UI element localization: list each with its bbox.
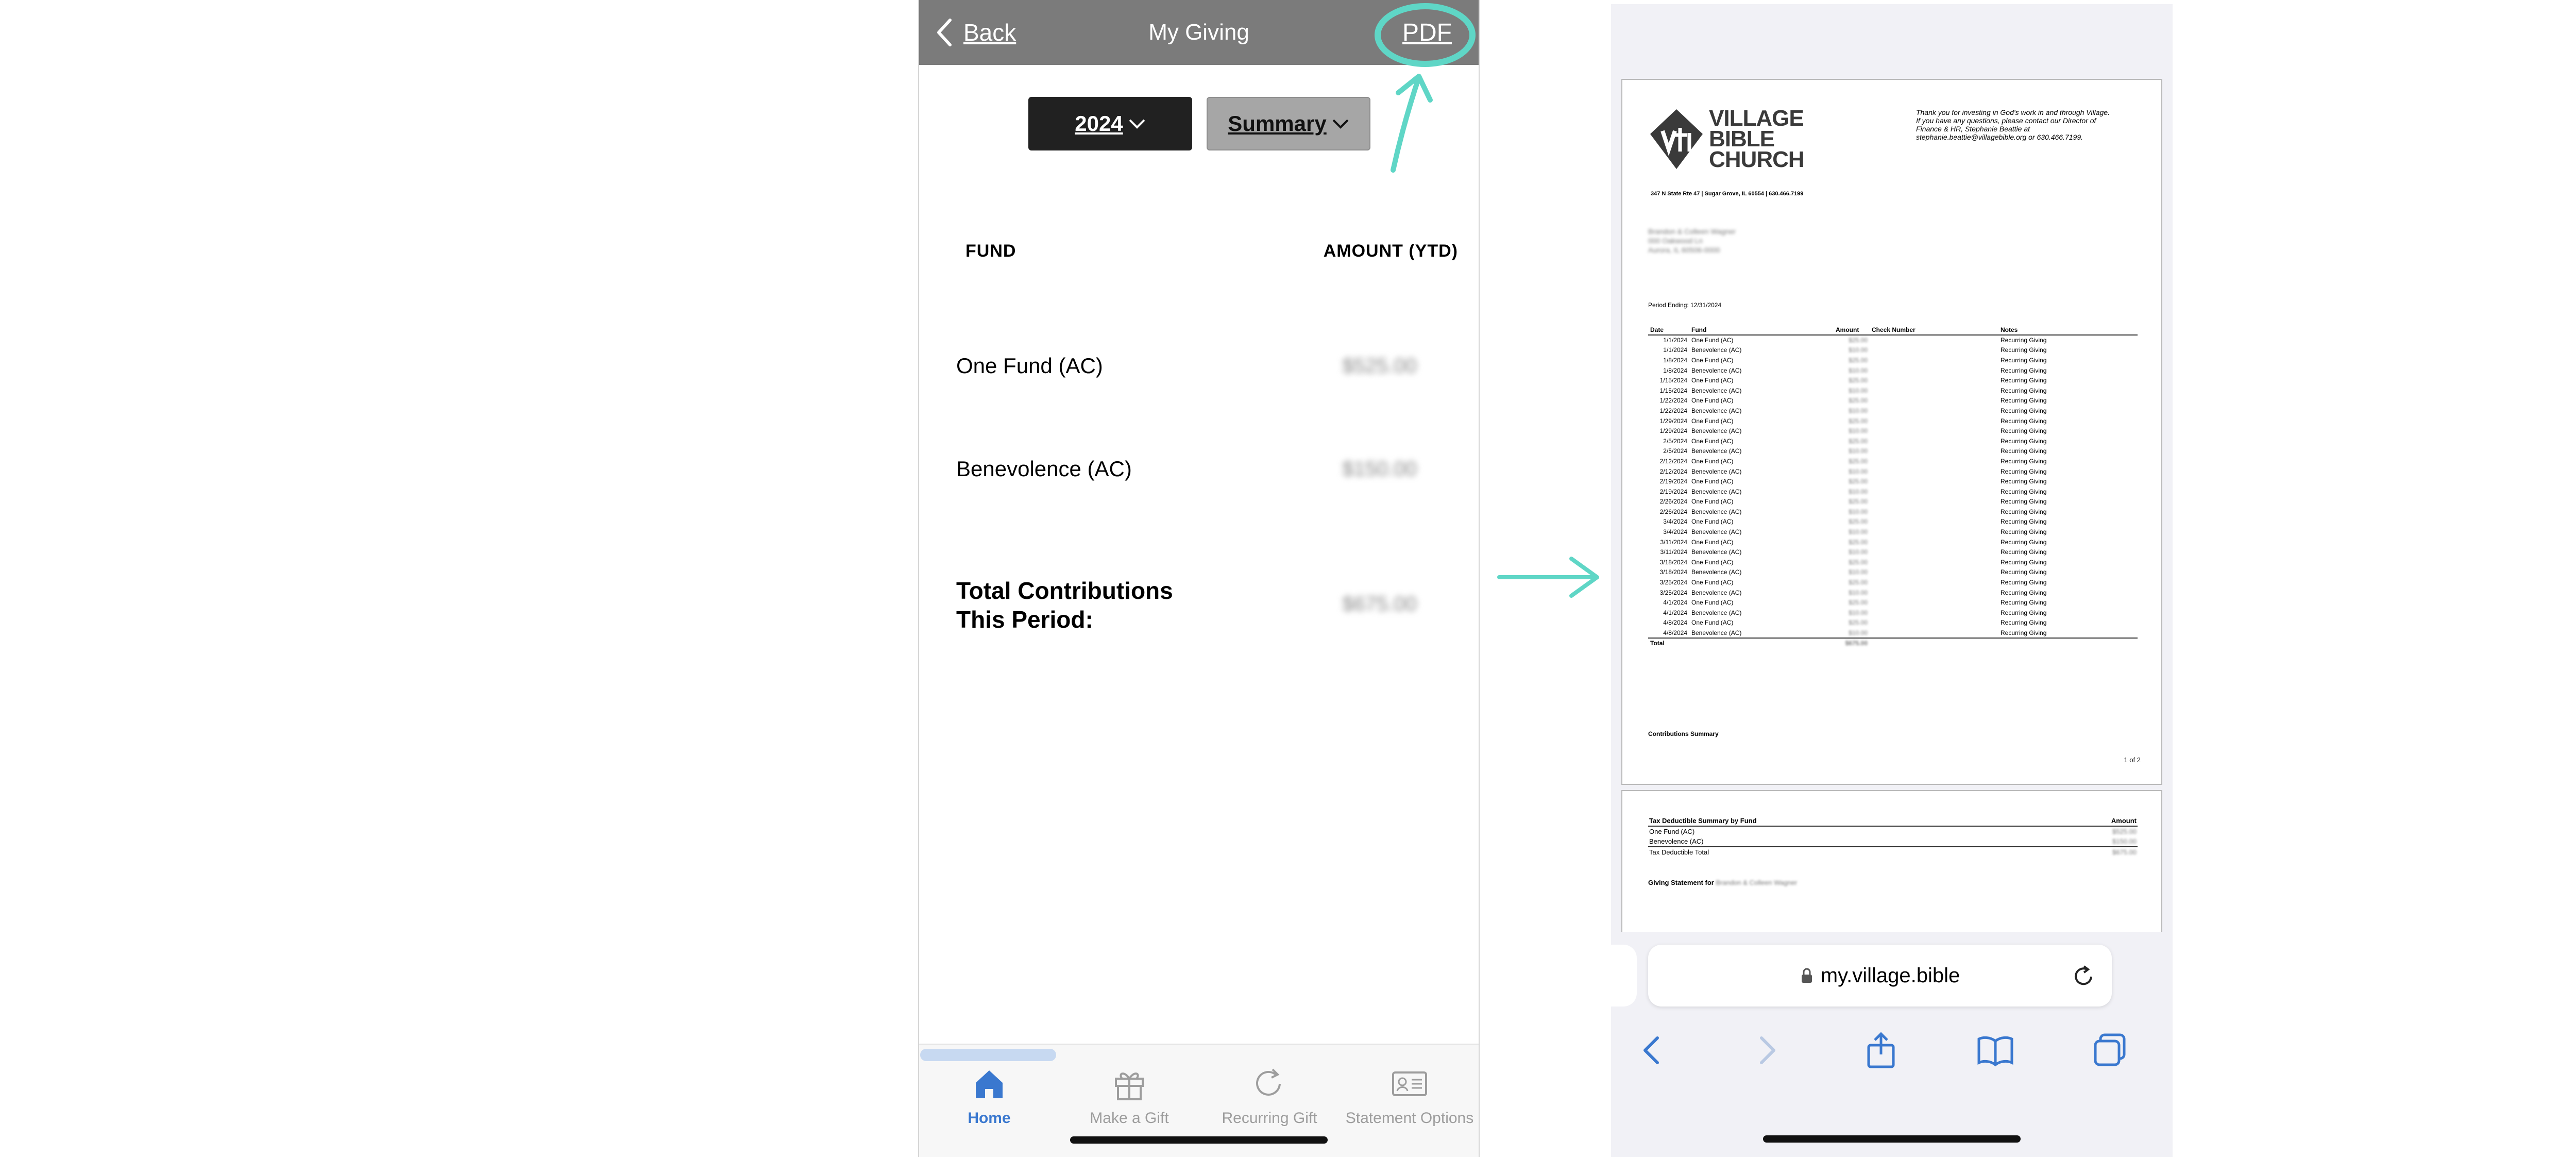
giving-app-screen	[918, 0, 1480, 1157]
tx-date: 4/1/2024	[1663, 609, 1687, 616]
tax-amount: $675.00	[2040, 847, 2138, 857]
church-name-line: VILLAGE	[1709, 106, 1804, 131]
tx-date: 3/11/2024	[1660, 548, 1687, 556]
table-row	[1648, 497, 2138, 507]
tx-check	[1870, 547, 1998, 557]
tx-check	[1870, 436, 1998, 446]
church-logo-icon	[1648, 108, 1705, 170]
recipient-line: Brandon & Colleen Wagner	[1648, 227, 1736, 236]
tx-amount: $10.00	[1849, 548, 1868, 556]
tx-amount: $25.00	[1849, 457, 1868, 465]
tax-fund: Tax Deductible Total	[1648, 847, 2040, 857]
tx-amount: $25.00	[1849, 619, 1868, 627]
home-indicator[interactable]	[1070, 1136, 1328, 1144]
tx-date: 2/12/2024	[1659, 457, 1687, 465]
browser-pdf-screen	[1611, 4, 2173, 1157]
table-row	[1648, 396, 2138, 406]
tx-amount: $25.00	[1849, 397, 1868, 405]
house-icon	[969, 1063, 1010, 1104]
tx-amount: $10.00	[1849, 387, 1868, 394]
tx-total-label: Total	[1648, 638, 1689, 648]
fund-amount: $150.00	[1342, 458, 1417, 480]
tx-fund: Benevolence (AC)	[1691, 488, 1742, 495]
table-row	[1648, 507, 2138, 517]
refresh-icon	[1249, 1063, 1290, 1104]
tx-notes: Recurring Giving	[2001, 518, 2047, 526]
tx-date: 1/22/2024	[1659, 397, 1687, 405]
tx-notes: Recurring Giving	[2001, 457, 2047, 465]
tx-fund: One Fund (AC)	[1691, 337, 1734, 344]
view-dropdown[interactable]	[1207, 97, 1370, 150]
reload-icon[interactable]	[2071, 963, 2096, 989]
table-row	[1648, 628, 2138, 638]
tx-date: 3/25/2024	[1659, 589, 1687, 596]
tx-fund: One Fund (AC)	[1691, 478, 1734, 485]
pdf-button[interactable]: PDF	[1402, 19, 1452, 46]
table-row	[1648, 618, 2138, 628]
tx-date: 1/22/2024	[1659, 407, 1687, 414]
tx-amount: $10.00	[1849, 407, 1868, 414]
tx-amount: $25.00	[1849, 558, 1868, 566]
chevron-down-icon	[1128, 119, 1146, 129]
tabs-icon[interactable]	[2089, 1030, 2130, 1071]
tx-amount: $10.00	[1849, 609, 1868, 616]
tx-notes: Recurring Giving	[2001, 467, 2047, 475]
table-row	[1648, 527, 2138, 537]
tx-fund: Benevolence (AC)	[1691, 528, 1742, 536]
tx-check	[1870, 537, 1998, 547]
tx-fund: One Fund (AC)	[1691, 457, 1734, 465]
column-header: Check Number	[1870, 326, 1998, 335]
tx-date: 1/8/2024	[1663, 356, 1687, 364]
gift-icon	[1109, 1063, 1150, 1104]
tx-amount: $25.00	[1849, 356, 1868, 364]
tx-notes: Recurring Giving	[2001, 568, 2047, 576]
table-row	[1648, 826, 2138, 836]
tx-check	[1870, 426, 1998, 436]
tx-date: 3/4/2024	[1663, 528, 1687, 536]
tx-date: 1/15/2024	[1659, 377, 1687, 384]
amount-column-header: AMOUNT (YTD)	[1323, 241, 1458, 261]
recipient-line: Aurora, IL 60506-0000	[1648, 246, 1720, 254]
pdf-page-1	[1621, 79, 2162, 785]
tx-date: 2/19/2024	[1659, 478, 1687, 485]
nav-bar	[919, 0, 1479, 65]
tx-check	[1870, 446, 1998, 457]
table-row	[1648, 517, 2138, 527]
tx-notes: Recurring Giving	[2001, 528, 2047, 536]
page-title: My Giving	[1148, 20, 1249, 45]
tx-check	[1870, 385, 1998, 396]
tx-fund: One Fund (AC)	[1691, 437, 1734, 445]
tx-date: 1/8/2024	[1663, 366, 1687, 374]
tx-amount: $25.00	[1849, 579, 1868, 586]
table-row	[1648, 365, 2138, 376]
tx-amount: $25.00	[1849, 417, 1868, 425]
tx-date: 1/1/2024	[1663, 337, 1687, 344]
tx-notes: Recurring Giving	[2001, 366, 2047, 374]
tx-date: 3/25/2024	[1659, 579, 1687, 586]
table-row	[1648, 385, 2138, 396]
thanks-note: Thank you for investing in God's work in and through Village. If you have any questions, please contact our Director of Finance & HR, Stephanie Beattie at stephanie.beattie@villagebible.org or 630.466.7199.	[1916, 108, 2110, 141]
tx-notes: Recurring Giving	[2001, 629, 2047, 636]
table-row	[1648, 446, 2138, 457]
tx-date: 2/5/2024	[1663, 447, 1687, 455]
tx-fund: One Fund (AC)	[1691, 498, 1734, 506]
tx-date: 4/1/2024	[1663, 599, 1687, 607]
tx-check	[1870, 577, 1998, 588]
tax-fund: One Fund (AC)	[1649, 828, 1695, 835]
table-row	[1648, 836, 2138, 847]
transactions-table	[1648, 326, 2138, 648]
church-address: 347 N State Rte 47 | Sugar Grove, IL 60554 | 630.466.7199	[1651, 191, 1804, 197]
tx-date: 1/1/2024	[1663, 346, 1687, 354]
column-header: Date	[1648, 326, 1689, 335]
tx-amount: $10.00	[1849, 447, 1868, 455]
tx-fund: One Fund (AC)	[1691, 579, 1734, 586]
tx-amount: $10.00	[1849, 346, 1868, 354]
table-row	[1648, 335, 2138, 345]
tx-check	[1870, 466, 1998, 477]
transition-arrow-icon	[1494, 551, 1607, 603]
recipient-line: 000 Oakwood Ln	[1648, 237, 1703, 245]
tab-label: Make a Gift	[1090, 1110, 1169, 1127]
tx-fund: Benevolence (AC)	[1691, 346, 1742, 354]
table-row	[1648, 466, 2138, 477]
tx-fund: Benevolence (AC)	[1691, 387, 1742, 394]
tx-notes: Recurring Giving	[2001, 478, 2047, 485]
table-row	[1648, 638, 2138, 648]
tx-date: 4/8/2024	[1663, 629, 1687, 636]
tx-amount: $10.00	[1849, 366, 1868, 374]
tx-fund: One Fund (AC)	[1691, 417, 1734, 425]
fund-amount: $525.00	[1342, 355, 1417, 377]
table-row	[1648, 847, 2138, 857]
tab-home[interactable]	[919, 1063, 1059, 1127]
tx-fund: Benevolence (AC)	[1691, 609, 1742, 616]
table-row	[1648, 426, 2138, 436]
tx-amount: $10.00	[1849, 467, 1868, 475]
tx-fund: Benevolence (AC)	[1691, 629, 1742, 636]
active-tab-indicator	[920, 1049, 1056, 1061]
tx-date: 2/26/2024	[1659, 498, 1687, 506]
tab-make-a-gift[interactable]	[1059, 1063, 1199, 1127]
tx-date: 2/5/2024	[1663, 437, 1687, 445]
total-label-line: This Period:	[956, 606, 1093, 633]
tx-date: 2/12/2024	[1659, 467, 1687, 475]
tx-check	[1870, 416, 1998, 426]
table-row	[1648, 436, 2138, 446]
tx-date: 4/8/2024	[1663, 619, 1687, 627]
address-bar[interactable]	[1648, 945, 2112, 1007]
tx-fund: Benevolence (AC)	[1691, 548, 1742, 556]
tx-check	[1870, 567, 1998, 578]
page-number: 1 of 2	[2124, 756, 2141, 764]
home-indicator[interactable]	[1763, 1135, 2021, 1143]
tx-amount: $25.00	[1849, 538, 1868, 546]
total-label-line: Total Contributions	[956, 577, 1173, 604]
chevron-down-icon	[1332, 119, 1349, 129]
fund-name: Benevolence (AC)	[956, 457, 1132, 481]
forward-arrow-icon[interactable]	[1746, 1030, 1787, 1071]
tx-amount: $10.00	[1849, 508, 1868, 515]
tx-notes: Recurring Giving	[2001, 498, 2047, 506]
table-row	[1648, 597, 2138, 608]
fund-column-header: FUND	[965, 241, 1016, 261]
tab-recurring-gift[interactable]	[1199, 1063, 1340, 1127]
lock-icon	[1800, 967, 1814, 984]
tx-notes: Recurring Giving	[2001, 437, 2047, 445]
tx-check	[1870, 355, 1998, 365]
annotation-arrow-icon	[1383, 67, 1439, 175]
tx-check	[1870, 476, 1998, 487]
tx-amount: $25.00	[1849, 377, 1868, 384]
tx-notes: Recurring Giving	[2001, 548, 2047, 556]
tx-check	[1870, 597, 1998, 608]
tx-fund: Benevolence (AC)	[1691, 508, 1742, 515]
tab-statement-options[interactable]	[1340, 1063, 1480, 1127]
tx-check	[1870, 628, 1998, 638]
tx-check	[1870, 497, 1998, 507]
table-row	[1648, 537, 2138, 547]
previous-tab-preview[interactable]	[1611, 945, 1637, 1007]
tx-notes: Recurring Giving	[2001, 377, 2047, 384]
tx-date: 2/19/2024	[1659, 488, 1687, 495]
total-label	[956, 576, 1173, 634]
table-row	[1648, 557, 2138, 567]
tax-amount: $525.00	[2112, 828, 2137, 835]
tx-amount: $25.00	[1849, 498, 1868, 506]
tx-notes: Recurring Giving	[2001, 346, 2047, 354]
tx-fund: One Fund (AC)	[1691, 538, 1734, 546]
tx-notes: Recurring Giving	[2001, 538, 2047, 546]
tx-amount: $25.00	[1849, 437, 1868, 445]
tx-fund: Benevolence (AC)	[1691, 589, 1742, 596]
tx-date: 1/29/2024	[1659, 417, 1687, 425]
year-dropdown[interactable]	[1028, 97, 1192, 150]
table-row	[1648, 355, 2138, 365]
tx-check	[1870, 557, 1998, 567]
tx-notes: Recurring Giving	[2001, 599, 2047, 607]
column-header: Tax Deductible Summary by Fund	[1648, 816, 2040, 826]
tx-amount: $25.00	[1849, 478, 1868, 485]
tx-notes: Recurring Giving	[2001, 407, 2047, 414]
tx-check	[1870, 618, 1998, 628]
table-row	[1648, 588, 2138, 598]
table-row	[1648, 375, 2138, 385]
tx-amount: $10.00	[1849, 427, 1868, 435]
tx-date: 3/18/2024	[1659, 558, 1687, 566]
tx-amount: $10.00	[1849, 568, 1868, 576]
tx-check	[1870, 507, 1998, 517]
tax-fund: Benevolence (AC)	[1649, 837, 1704, 845]
period-ending: Period Ending: 12/31/2024	[1648, 301, 1722, 309]
table-row	[1648, 406, 2138, 416]
tx-fund: One Fund (AC)	[1691, 599, 1734, 607]
year-dropdown-label: 2024	[1075, 111, 1123, 136]
view-dropdown-label: Summary	[1228, 111, 1327, 136]
table-row	[1648, 577, 2138, 588]
tx-fund: Benevolence (AC)	[1691, 467, 1742, 475]
tx-total-amount: $675.00	[1834, 638, 1870, 648]
tx-notes: Recurring Giving	[2001, 558, 2047, 566]
url-text: my.village.bible	[1820, 964, 1960, 987]
table-row	[1648, 416, 2138, 426]
tx-check	[1870, 365, 1998, 376]
tab-label: Statement Options	[1345, 1110, 1474, 1127]
tx-check	[1870, 487, 1998, 497]
tx-date: 2/26/2024	[1659, 508, 1687, 515]
tx-notes: Recurring Giving	[2001, 609, 2047, 616]
church-name-line: CHURCH	[1709, 147, 1804, 172]
tx-check	[1870, 517, 1998, 527]
tx-notes: Recurring Giving	[2001, 387, 2047, 394]
column-header: Fund	[1689, 326, 1834, 335]
browser-toolbar	[1611, 932, 2173, 1157]
tx-fund: Benevolence (AC)	[1691, 568, 1742, 576]
giving-statement-label	[1648, 879, 1797, 886]
back-label: Back	[963, 19, 1016, 46]
tx-check	[1870, 375, 1998, 385]
recipient-address	[1648, 227, 1736, 255]
tx-fund: One Fund (AC)	[1691, 518, 1734, 526]
tx-fund: One Fund (AC)	[1691, 397, 1734, 405]
tx-fund: Benevolence (AC)	[1691, 407, 1742, 414]
tx-fund: Benevolence (AC)	[1691, 427, 1742, 435]
table-row	[1648, 487, 2138, 497]
table-row	[1648, 456, 2138, 466]
tx-fund: Benevolence (AC)	[1691, 447, 1742, 455]
tx-amount: $25.00	[1849, 599, 1868, 607]
total-amount: $675.00	[1342, 593, 1417, 615]
transactions-body	[1648, 335, 2138, 648]
tx-check	[1870, 345, 1998, 356]
column-header: Notes	[1998, 326, 2138, 335]
tax-summary-table	[1648, 816, 2138, 857]
table-row	[1648, 345, 2138, 356]
tab-label: Recurring Gift	[1222, 1110, 1317, 1127]
tab-bar	[919, 1044, 1479, 1157]
tx-notes: Recurring Giving	[2001, 397, 2047, 405]
tx-fund: One Fund (AC)	[1691, 558, 1734, 566]
back-arrow-icon[interactable]	[1632, 1030, 1673, 1071]
tx-amount: $10.00	[1849, 528, 1868, 536]
tx-amount: $10.00	[1849, 589, 1868, 596]
tx-check	[1870, 406, 1998, 416]
tax-amount: $150.00	[2112, 837, 2137, 845]
tx-fund: One Fund (AC)	[1691, 356, 1734, 364]
tx-fund: One Fund (AC)	[1691, 377, 1734, 384]
tx-notes: Recurring Giving	[2001, 417, 2047, 425]
tx-notes: Recurring Giving	[2001, 488, 2047, 495]
tx-check	[1870, 608, 1998, 618]
tx-check	[1870, 456, 1998, 466]
tx-notes: Recurring Giving	[2001, 589, 2047, 596]
tx-date: 3/18/2024	[1659, 568, 1687, 576]
tx-notes: Recurring Giving	[2001, 337, 2047, 344]
tx-notes: Recurring Giving	[2001, 508, 2047, 515]
tx-amount: $25.00	[1849, 337, 1868, 344]
church-name	[1709, 108, 1804, 170]
tx-notes: Recurring Giving	[2001, 447, 2047, 455]
tab-label: Home	[968, 1110, 1011, 1127]
share-icon[interactable]	[1860, 1030, 1902, 1071]
giving-statement-name: Brandon & Colleen Wagner	[1716, 879, 1798, 886]
column-header: Amount	[1834, 326, 1870, 335]
church-name-line: BIBLE	[1709, 126, 1774, 152]
table-row	[1648, 567, 2138, 578]
tx-notes: Recurring Giving	[2001, 619, 2047, 627]
id-card-icon	[1389, 1063, 1430, 1104]
tx-check	[1870, 335, 1998, 345]
bookmarks-icon[interactable]	[1975, 1030, 2016, 1071]
tx-notes: Recurring Giving	[2001, 356, 2047, 364]
contributions-summary-label: Contributions Summary	[1648, 730, 1719, 737]
tx-fund: Benevolence (AC)	[1691, 366, 1742, 374]
tx-date: 3/4/2024	[1663, 518, 1687, 526]
tx-check	[1870, 396, 1998, 406]
tx-amount: $25.00	[1849, 518, 1868, 526]
table-row	[1648, 476, 2138, 487]
tx-check	[1870, 527, 1998, 537]
tx-notes: Recurring Giving	[2001, 427, 2047, 435]
column-header: Amount	[2040, 816, 2138, 826]
tx-amount: $10.00	[1849, 488, 1868, 495]
tx-amount: $10.00	[1849, 629, 1868, 636]
tx-fund: One Fund (AC)	[1691, 619, 1734, 627]
tx-check	[1870, 588, 1998, 598]
tx-date: 3/11/2024	[1660, 538, 1687, 546]
table-row	[1648, 547, 2138, 557]
giving-statement-prefix: Giving Statement for	[1648, 879, 1714, 886]
tx-notes: Recurring Giving	[2001, 579, 2047, 586]
table-row	[1648, 608, 2138, 618]
tx-date: 1/29/2024	[1659, 427, 1687, 435]
fund-name: One Fund (AC)	[956, 354, 1103, 378]
tx-date: 1/15/2024	[1659, 387, 1687, 394]
